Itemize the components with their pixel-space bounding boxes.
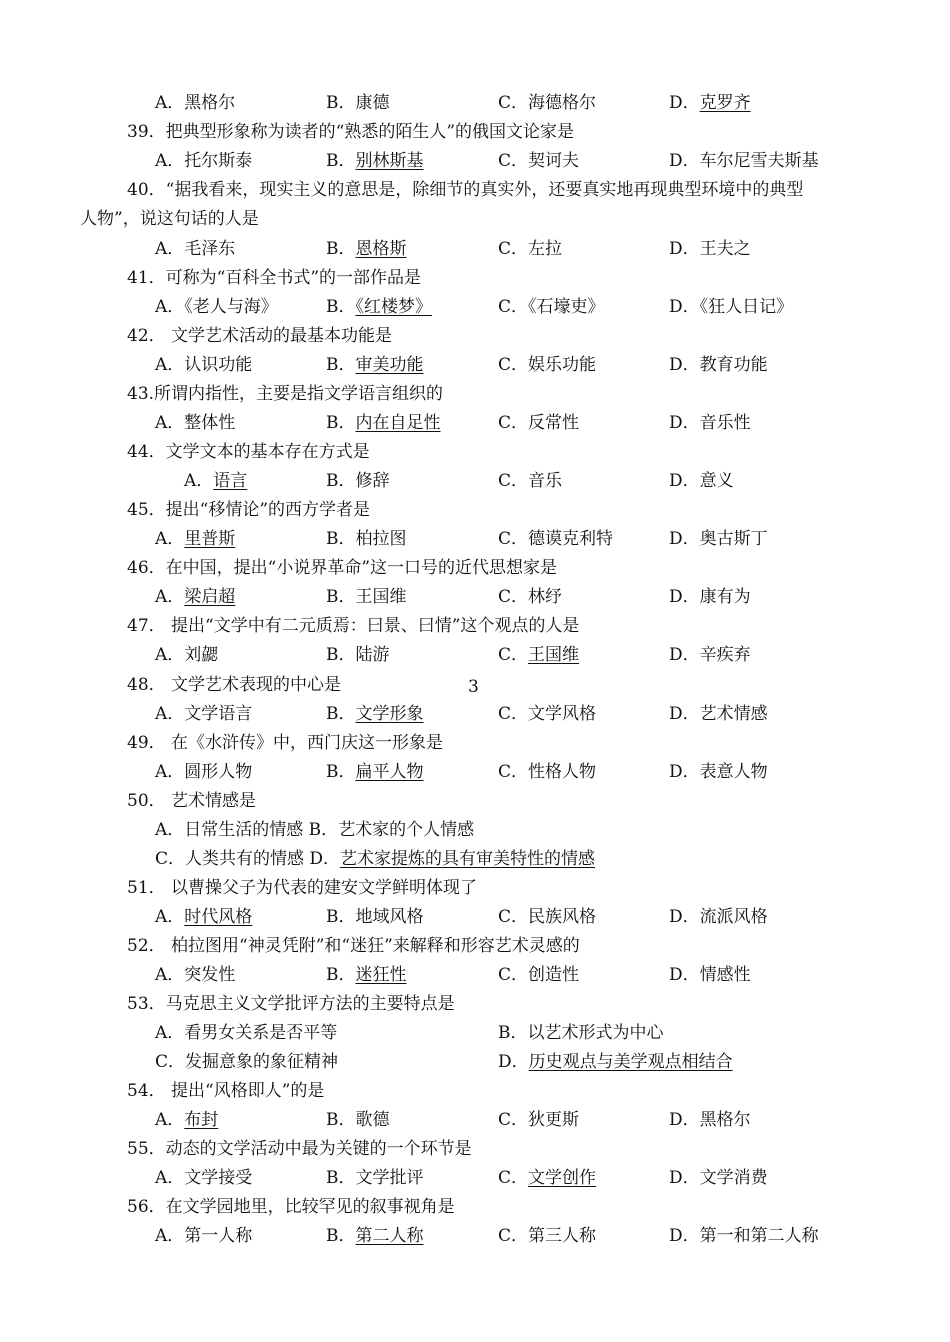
option-letter: B． xyxy=(326,93,356,113)
option-text-correct: 迷狂性 xyxy=(355,965,407,985)
option-letter: C． xyxy=(498,151,529,171)
option-text: 文学语言 xyxy=(184,704,253,724)
question-stem: 43.所谓内指性，主要是指文学语言组织的 xyxy=(127,384,444,404)
option-letter: D． xyxy=(669,907,700,927)
option-text: 艺术家的个人情感 xyxy=(338,820,475,840)
option-letter: C． xyxy=(498,471,529,491)
option-text: 康有为 xyxy=(699,587,751,607)
question-stem: 39．把典型形象称为读者的“熟悉的陌生人”的俄国文论家是 xyxy=(127,122,575,142)
option-letter: B． xyxy=(326,355,356,375)
answer-option xyxy=(155,906,252,928)
options-row xyxy=(155,238,855,260)
answer-option xyxy=(498,703,596,725)
option-text-correct: 《红楼梦》 xyxy=(355,297,432,317)
answer-option xyxy=(498,92,596,114)
option-letter: A． xyxy=(155,355,185,375)
question-stem: 49． 在《水浒传》中，西门庆这一形象是 xyxy=(127,733,444,753)
question-stem xyxy=(80,179,877,230)
answer-option xyxy=(498,528,613,550)
option-text: 康德 xyxy=(355,93,390,113)
option-text: 左拉 xyxy=(528,239,563,259)
option-text: 发掘意象的象征精神 xyxy=(185,1052,339,1072)
option-letter: C． xyxy=(498,529,529,549)
answer-option xyxy=(669,1109,751,1131)
option-text: 刘勰 xyxy=(184,645,219,665)
option-letter: B． xyxy=(326,413,356,433)
answer-option xyxy=(326,644,390,666)
answer-option xyxy=(498,761,596,783)
option-letter: A． xyxy=(155,413,185,433)
answer-option xyxy=(669,412,751,434)
option-letter: B． xyxy=(326,645,356,665)
options-row xyxy=(155,354,855,376)
answer-option xyxy=(498,1225,596,1247)
options-row xyxy=(155,644,855,666)
answer-option xyxy=(669,586,751,608)
option-text-correct: 别林斯基 xyxy=(355,151,424,171)
option-text: 《石壕吏》 xyxy=(528,297,605,317)
option-text: 歌德 xyxy=(355,1110,390,1130)
option-letter: C． xyxy=(498,413,529,433)
option-letter: C． xyxy=(498,704,529,724)
option-text: 第一和第二人称 xyxy=(699,1226,819,1246)
answer-option xyxy=(155,1109,218,1131)
options-row xyxy=(155,528,855,550)
question-stem: 50． 艺术情感是 xyxy=(127,791,257,811)
option-text: 德谟克利特 xyxy=(528,529,614,549)
question-stem: 51． 以曹操父子为代表的建安文学鲜明体现了 xyxy=(127,878,478,898)
option-text: 海德格尔 xyxy=(528,93,597,113)
option-text-correct: 梁启超 xyxy=(184,587,236,607)
option-text: 黑格尔 xyxy=(699,1110,751,1130)
option-text: 圆形人物 xyxy=(184,762,253,782)
answer-option xyxy=(326,1225,424,1247)
option-text: 柏拉图 xyxy=(355,529,407,549)
answer-option xyxy=(155,354,252,376)
option-text: A．日常生活的情感 B． xyxy=(155,820,339,840)
option-letter: C． xyxy=(498,762,529,782)
option-letter: C． xyxy=(155,1052,186,1072)
answer-option xyxy=(155,761,252,783)
option-letter: A． xyxy=(155,529,185,549)
answer-option xyxy=(669,761,768,783)
answer-option xyxy=(498,586,562,608)
option-letter: D． xyxy=(498,1052,529,1072)
option-text: 托尔斯泰 xyxy=(184,151,253,171)
option-text: 王国维 xyxy=(355,587,407,607)
option-text: 第一人称 xyxy=(184,1226,253,1246)
answer-option xyxy=(155,1051,338,1073)
options-row xyxy=(155,296,855,318)
answer-option xyxy=(155,964,235,986)
options-row xyxy=(155,964,855,986)
option-text: 音乐 xyxy=(528,471,563,491)
answer-option xyxy=(326,703,424,725)
answer-option xyxy=(155,586,235,608)
option-text: 奥古斯丁 xyxy=(699,529,768,549)
options-row xyxy=(155,703,855,725)
answer-option xyxy=(326,761,424,783)
options-row xyxy=(155,412,855,434)
answer-option xyxy=(498,296,605,318)
option-letter: B． xyxy=(326,471,356,491)
option-text-correct: 里普斯 xyxy=(184,529,236,549)
option-text: 以艺术形式为中心 xyxy=(527,1023,664,1043)
options-row xyxy=(155,470,855,492)
option-text: 陆游 xyxy=(355,645,390,665)
answer-option xyxy=(326,412,441,434)
option-text: 认识功能 xyxy=(184,355,253,375)
question-stem: 52． 柏拉图用“神灵凭附”和“迷狂”来解释和形容艺术灵感的 xyxy=(127,936,580,956)
options-row xyxy=(155,1225,855,1247)
option-letter: D． xyxy=(669,93,700,113)
option-text: 《老人与海》 xyxy=(184,297,278,317)
option-letter: B． xyxy=(326,529,356,549)
answer-option xyxy=(155,92,235,114)
question-stem: 48． 文学艺术表现的中心是 xyxy=(127,675,342,695)
option-text: 音乐性 xyxy=(699,413,751,433)
option-letter: B． xyxy=(326,704,356,724)
option-text-correct: 审美功能 xyxy=(355,355,424,375)
answer-option xyxy=(669,1167,768,1189)
options-row xyxy=(155,1167,855,1189)
answer-option xyxy=(669,644,751,666)
answer-option xyxy=(326,238,407,260)
answer-option xyxy=(669,470,734,492)
answer-option xyxy=(326,586,407,608)
option-text: 文学消费 xyxy=(699,1168,768,1188)
options-row xyxy=(155,761,855,783)
option-text-correct: 时代风格 xyxy=(184,907,253,927)
answer-option xyxy=(498,354,596,376)
answer-option xyxy=(155,150,252,172)
question-stem-line: 人物”，说这句话的人是 xyxy=(80,209,259,229)
option-letter: C． xyxy=(498,239,529,259)
answer-option xyxy=(498,964,579,986)
option-letter: D． xyxy=(669,645,700,665)
option-letter: D． xyxy=(669,1168,700,1188)
option-letter: D． xyxy=(669,471,700,491)
option-text: 林纾 xyxy=(528,587,563,607)
option-text-correct: 布封 xyxy=(184,1110,219,1130)
option-letter: A． xyxy=(155,297,185,317)
option-letter: A． xyxy=(184,471,214,491)
answer-option xyxy=(669,906,768,928)
options-row xyxy=(155,906,855,928)
option-text: 文学风格 xyxy=(528,704,597,724)
option-letter: D． xyxy=(669,1110,700,1130)
option-text-correct: 历史观点与美学观点相结合 xyxy=(528,1052,733,1072)
option-letter: C． xyxy=(498,965,529,985)
answer-option xyxy=(498,150,579,172)
answer-option xyxy=(669,1225,819,1247)
option-letter: A． xyxy=(155,762,185,782)
options-row xyxy=(155,92,855,114)
answer-option xyxy=(155,1022,337,1044)
option-letter: C． xyxy=(498,907,529,927)
answer-option xyxy=(326,150,424,172)
answer-option xyxy=(155,412,235,434)
option-letter: A． xyxy=(155,239,185,259)
option-letter: B． xyxy=(326,587,356,607)
option-text: 情感性 xyxy=(699,965,751,985)
answer-option xyxy=(669,296,793,318)
option-text: 意义 xyxy=(699,471,734,491)
option-text: 王夫之 xyxy=(699,239,751,259)
option-letter: C． xyxy=(498,93,529,113)
answer-option xyxy=(155,848,595,870)
option-letter: D． xyxy=(669,762,700,782)
option-letter: A． xyxy=(155,587,185,607)
question-stem: 44．文学文本的基本存在方式是 xyxy=(127,442,370,462)
answer-option xyxy=(155,528,235,550)
question-stem-line: 40．“据我看来，现实主义的意思是，除细节的真实外，还要真实地再现典型环境中的典型 xyxy=(127,180,804,200)
option-letter: D． xyxy=(669,297,700,317)
option-letter: D． xyxy=(669,587,700,607)
question-stem: 46．在中国，提出“小说界革命”这一口号的近代思想家是 xyxy=(127,558,558,578)
answer-option xyxy=(498,906,596,928)
option-letter: D． xyxy=(669,413,700,433)
question-stem: 41．可称为“百科全书式”的一部作品是 xyxy=(127,268,422,288)
answer-option xyxy=(669,703,768,725)
answer-option xyxy=(155,703,252,725)
option-letter: B． xyxy=(326,151,356,171)
option-text-correct: 文学形象 xyxy=(355,704,424,724)
option-text: 流派风格 xyxy=(699,907,768,927)
page-number: 3 xyxy=(468,677,479,697)
option-text: 艺术情感 xyxy=(699,704,768,724)
option-text: 整体性 xyxy=(184,413,236,433)
question-stem: 45．提出“移情论”的西方学者是 xyxy=(127,500,371,520)
question-stem: 54． 提出“风格即人”的是 xyxy=(127,1081,325,1101)
option-text-correct: 扁平人物 xyxy=(355,762,424,782)
option-text: 表意人物 xyxy=(699,762,768,782)
option-letter: A． xyxy=(155,1226,185,1246)
answer-option xyxy=(498,412,579,434)
answer-option xyxy=(326,906,424,928)
answer-option xyxy=(155,296,278,318)
option-text: 契诃夫 xyxy=(528,151,580,171)
option-letter: D． xyxy=(669,529,700,549)
option-letter: B． xyxy=(326,1168,356,1188)
options-row xyxy=(155,848,855,870)
option-text: 娱乐功能 xyxy=(528,355,597,375)
option-letter: A． xyxy=(155,93,185,113)
option-letter: D． xyxy=(669,965,700,985)
question-stem: 47． 提出“文学中有二元质焉：曰景、曰情”这个观点的人是 xyxy=(127,616,580,636)
option-text: 突发性 xyxy=(184,965,236,985)
option-letter: B． xyxy=(326,1226,356,1246)
answer-option xyxy=(498,470,562,492)
option-letter: A． xyxy=(155,1168,185,1188)
option-text-correct: 第二人称 xyxy=(355,1226,424,1246)
option-letter: B． xyxy=(326,907,356,927)
answer-option xyxy=(326,964,407,986)
answer-option xyxy=(498,1109,579,1131)
option-letter: B． xyxy=(326,239,356,259)
answer-option xyxy=(498,1167,596,1189)
option-text-correct: 艺术家提炼的具有审美特性的情感 xyxy=(340,849,596,869)
question-stem: 56．在文学园地里，比较罕见的叙事视角是 xyxy=(127,1197,455,1217)
answer-option xyxy=(326,354,424,376)
answer-option xyxy=(669,528,768,550)
answer-option xyxy=(669,354,768,376)
option-letter: A． xyxy=(155,965,185,985)
option-text: 辛疾弃 xyxy=(699,645,751,665)
option-letter: D． xyxy=(669,704,700,724)
option-text: 性格人物 xyxy=(528,762,597,782)
option-text: 第三人称 xyxy=(528,1226,597,1246)
option-text: 地域风格 xyxy=(355,907,424,927)
option-letter: D． xyxy=(669,355,700,375)
option-letter: C． xyxy=(498,1110,529,1130)
question-stem: 42． 文学艺术活动的最基本功能是 xyxy=(127,326,393,346)
option-letter: D． xyxy=(669,1226,700,1246)
option-text: 创造性 xyxy=(528,965,580,985)
option-letter: B． xyxy=(498,1023,528,1043)
option-letter: C． xyxy=(498,587,529,607)
option-text-correct: 内在自足性 xyxy=(355,413,441,433)
answer-option xyxy=(326,92,390,114)
option-letter: B． xyxy=(326,1110,356,1130)
options-row xyxy=(155,1022,855,1044)
option-text: 毛泽东 xyxy=(184,239,236,259)
option-letter: A． xyxy=(155,151,185,171)
option-letter: B． xyxy=(326,762,356,782)
answer-option xyxy=(669,238,751,260)
question-stem: 55．动态的文学活动中最为关键的一个环节是 xyxy=(127,1139,472,1159)
option-text: C．人类共有的情感 D． xyxy=(155,849,341,869)
options-row xyxy=(155,1051,855,1073)
option-letter: B． xyxy=(326,965,356,985)
option-letter: D． xyxy=(669,151,700,171)
options-row xyxy=(155,819,855,841)
answer-option xyxy=(155,238,235,260)
answer-option xyxy=(326,296,432,318)
option-letter: C． xyxy=(498,1168,529,1188)
answer-option xyxy=(326,1109,390,1131)
answer-option xyxy=(326,528,407,550)
option-letter: A． xyxy=(155,907,185,927)
options-row xyxy=(155,1109,855,1131)
option-letter: A． xyxy=(155,704,185,724)
option-text: 反常性 xyxy=(528,413,580,433)
option-letter: C． xyxy=(498,645,529,665)
answer-option xyxy=(326,470,390,492)
option-text-correct: 文学创作 xyxy=(528,1168,597,1188)
option-text: 车尔尼雪夫斯基 xyxy=(699,151,819,171)
option-text: 狄更斯 xyxy=(528,1110,580,1130)
option-letter: B． xyxy=(326,297,356,317)
option-text: 文学批评 xyxy=(355,1168,424,1188)
option-text-correct: 克罗齐 xyxy=(699,93,751,113)
answer-option xyxy=(669,92,751,114)
option-text: 民族风格 xyxy=(528,907,597,927)
option-text: 修辞 xyxy=(355,471,390,491)
option-text-correct: 恩格斯 xyxy=(355,239,407,259)
answer-option xyxy=(155,644,218,666)
answer-option xyxy=(498,238,562,260)
options-row xyxy=(155,586,855,608)
answer-option xyxy=(326,1167,424,1189)
option-text-correct: 王国维 xyxy=(528,645,580,665)
question-stem: 53．马克思主义文学批评方法的主要特点是 xyxy=(127,994,455,1014)
option-letter: A． xyxy=(155,1110,185,1130)
option-letter: A． xyxy=(155,645,185,665)
option-text-correct: 语言 xyxy=(213,471,248,491)
answer-option xyxy=(498,1022,664,1044)
option-text: 看男女关系是否平等 xyxy=(184,1023,338,1043)
answer-option xyxy=(155,1167,252,1189)
option-letter: C． xyxy=(498,297,529,317)
answer-option xyxy=(669,964,751,986)
answer-option xyxy=(155,819,474,841)
option-text: 文学接受 xyxy=(184,1168,253,1188)
option-letter: A． xyxy=(155,1023,185,1043)
option-text: 教育功能 xyxy=(699,355,768,375)
answer-option xyxy=(498,1051,733,1073)
answer-option xyxy=(155,1225,252,1247)
option-letter: C． xyxy=(498,355,529,375)
answer-option xyxy=(184,470,247,492)
option-letter: D． xyxy=(669,239,700,259)
answer-option xyxy=(669,150,819,172)
option-letter: C． xyxy=(498,1226,529,1246)
options-row xyxy=(155,150,855,172)
option-text: 《狂人日记》 xyxy=(699,297,794,317)
answer-option xyxy=(498,644,579,666)
option-text: 黑格尔 xyxy=(184,93,236,113)
